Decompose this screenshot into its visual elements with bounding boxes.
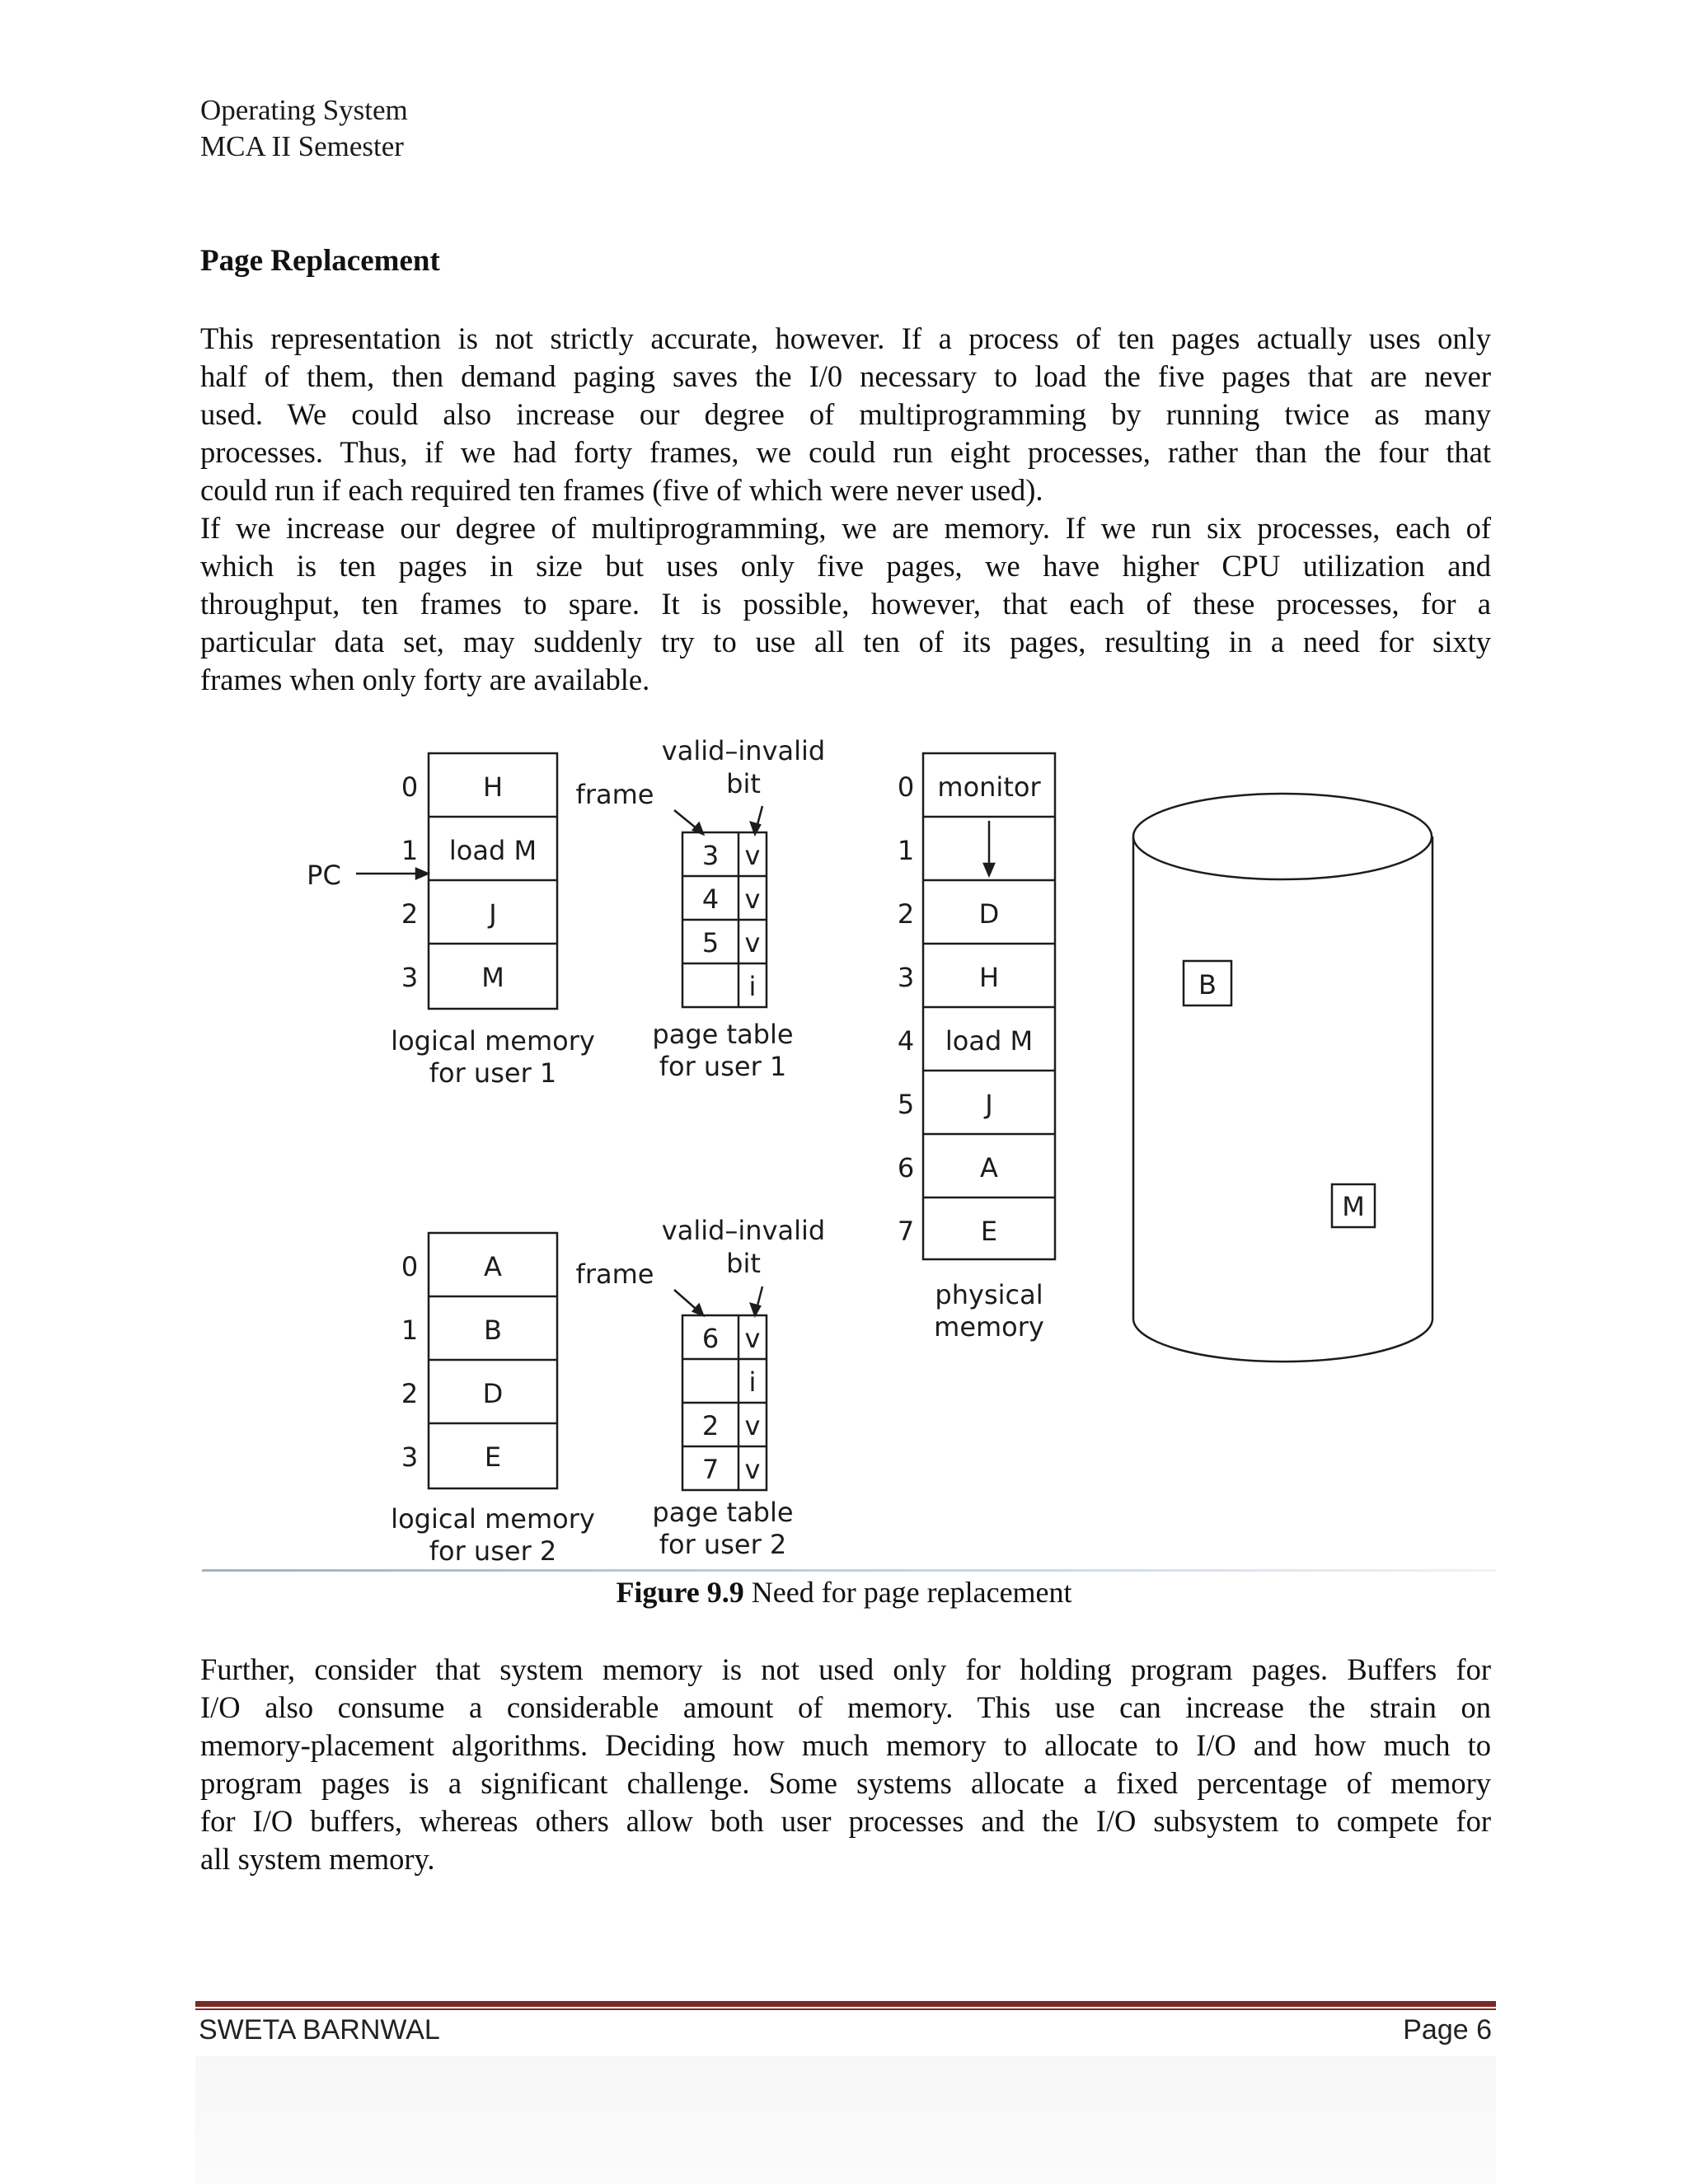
user2-logical-caption: logical memory — [391, 1503, 595, 1535]
user2-pt-frame-0: 6 — [701, 1323, 720, 1354]
user2-frame-pointer — [674, 1290, 703, 1315]
paragraph-buffers — [200, 1651, 1491, 1878]
physical-frame-2: D — [978, 898, 1000, 930]
user1-logical-caption-2: for user 1 — [429, 1057, 557, 1089]
physical-index-1: 1 — [897, 835, 915, 866]
physical-memory-caption: physical — [935, 1279, 1043, 1310]
paragraph-line: memory-placement algorithms. Deciding how much memory to allocate to I/O and how much to — [200, 1728, 1491, 1762]
header-semester: MCA II Semester — [200, 130, 404, 162]
paragraph-line: If we increase our degree of multiprogramming, we are memory. If we run six processes, each of — [200, 511, 1491, 545]
paragraph-line: which is ten pages in size but uses only five pages, we have higher CPU utilization and — [200, 549, 1491, 583]
figure-caption-text: Need for page replacement — [743, 1576, 1072, 1609]
user2-page-table-caption-2: for user 2 — [659, 1529, 787, 1560]
paragraph-line: This representation is not strictly accurate, however. If a process of ten pages actually uses only — [200, 321, 1491, 355]
user2-index-2: 2 — [401, 1378, 419, 1409]
footer-rule — [195, 2001, 1496, 2007]
user2-pt-frame-2: 2 — [701, 1410, 720, 1441]
physical-index-6: 6 — [897, 1152, 915, 1183]
physical-memory-caption-2: memory — [934, 1311, 1044, 1343]
disk-bottom — [1133, 1319, 1432, 1361]
user1-page-1: load M — [448, 835, 537, 866]
footer-rule-thin — [195, 2008, 1496, 2010]
paragraph-line: particular data set, may suddenly try to use all ten of its pages, resulting in a need for sixty — [200, 625, 1491, 658]
user2-page-0: A — [484, 1251, 502, 1282]
user1-pt-frame-1: 4 — [701, 883, 720, 915]
user1-page-table-caption-2: for user 1 — [659, 1051, 787, 1082]
user2-logical-caption-2: for user 2 — [429, 1535, 557, 1567]
user2-page-1: B — [484, 1315, 502, 1346]
user1-pt-frame-2: 5 — [701, 927, 720, 958]
section-title: Page Replacement — [200, 244, 440, 278]
user1-index-0: 0 — [401, 771, 419, 803]
user1-pt-bit-3: i — [748, 971, 757, 1002]
paragraph-line: used. We could also increase our degree of multiprogramming by running twice as many — [200, 397, 1491, 431]
user1-page-0: H — [482, 771, 504, 803]
physical-index-7: 7 — [897, 1216, 915, 1247]
user1-pt-frame-0: 3 — [701, 840, 720, 871]
user1-page-3: M — [481, 962, 504, 993]
pc-label: PC — [307, 860, 341, 891]
physical-frame-3: H — [978, 962, 1000, 993]
user2-pt-bit-3: v — [744, 1454, 761, 1485]
user1-valid-invalid-label: valid–invalid — [661, 735, 826, 766]
paragraph-line: half of them, then demand paging saves the I/0 necessary to load the five pages that are never — [200, 359, 1491, 393]
user2-bit-pointer — [751, 1286, 762, 1315]
user1-index-1: 1 — [401, 835, 419, 866]
user2-index-1: 1 — [401, 1315, 419, 1346]
monitor-down-arrow — [984, 821, 994, 875]
user2-pt-bit-0: v — [744, 1323, 761, 1354]
backing-store-disk — [1133, 794, 1432, 1361]
user1-frame-pointer — [674, 810, 703, 834]
physical-index-0: 0 — [897, 771, 915, 803]
user1-logical-caption: logical memory — [391, 1025, 595, 1057]
paragraph-line: for I/O buffers, whereas others allow both user processes and the I/O subsystem to compete for — [200, 1804, 1491, 1838]
user1-bit-label: bit — [726, 768, 761, 799]
user2-index-0: 0 — [401, 1251, 419, 1282]
user1-frame-label: frame — [575, 779, 654, 810]
paragraph-line: program pages is a significant challenge. Some systems allocate a fixed percentage of memory — [200, 1766, 1491, 1800]
figure-caption — [0, 1575, 1688, 1610]
paragraph-line: frames when only forty are available. — [200, 663, 650, 696]
paragraph-line: processes. Thus, if we had forty frames, we could run eight processes, rather than the four that — [200, 435, 1491, 469]
disk-page-m: M — [1342, 1191, 1365, 1222]
user1-pt-bit-0: v — [744, 840, 761, 871]
physical-index-2: 2 — [897, 898, 915, 930]
user1-page-table-caption: page table — [652, 1019, 794, 1050]
pc-arrow — [356, 869, 428, 879]
user2-page-2: D — [482, 1378, 504, 1409]
user2-valid-invalid-label: valid–invalid — [661, 1215, 826, 1246]
user1-page-2: J — [489, 898, 497, 930]
footer-author: SWETA BARNWAL — [199, 2014, 440, 2046]
disk-top — [1133, 794, 1432, 879]
paragraph-line: all system memory. — [200, 1842, 435, 1876]
figure-caption-label: Figure 9.9 — [616, 1576, 744, 1609]
footer-page-number: Page 6 — [1403, 2014, 1492, 2046]
user1-pt-bit-2: v — [744, 927, 761, 958]
user1-bit-pointer — [751, 806, 762, 834]
paragraph-line: I/O also consume a considerable amount of memory. This use can increase the strain on — [200, 1690, 1491, 1724]
physical-frame-4: load M — [945, 1025, 1034, 1057]
paragraph-line: Further, consider that system memory is not used only for holding program pages. Buffers for — [200, 1652, 1491, 1686]
physical-frame-5: J — [985, 1089, 993, 1120]
footer-shade — [195, 2056, 1496, 2184]
disk-page-b: B — [1198, 969, 1217, 1001]
physical-index-4: 4 — [897, 1025, 915, 1057]
figure-divider — [202, 1569, 1496, 1572]
paragraph-line: throughput, ten frames to spare. It is possible, however, that each of these processes, for a — [200, 587, 1491, 621]
physical-index-3: 3 — [897, 962, 915, 993]
user2-pt-bit-1: i — [748, 1366, 757, 1398]
user2-pt-bit-2: v — [744, 1410, 761, 1441]
physical-frame-7: E — [980, 1216, 998, 1247]
user2-frame-label: frame — [575, 1258, 654, 1290]
header-course: Operating System — [200, 94, 408, 126]
paragraph-line: could run if each required ten frames (five of which were never used). — [200, 473, 1043, 507]
user1-index-2: 2 — [401, 898, 419, 930]
user1-index-3: 3 — [401, 962, 419, 993]
user2-pt-frame-3: 7 — [701, 1454, 720, 1485]
physical-index-5: 5 — [897, 1089, 915, 1120]
user2-page-table-caption: page table — [652, 1497, 794, 1528]
user1-pt-bit-1: v — [744, 883, 761, 915]
physical-frame-6: A — [980, 1152, 998, 1183]
user2-index-3: 3 — [401, 1441, 419, 1473]
user2-bit-label: bit — [726, 1248, 761, 1279]
physical-frame-0: monitor — [937, 771, 1041, 803]
user2-page-3: E — [484, 1441, 502, 1473]
